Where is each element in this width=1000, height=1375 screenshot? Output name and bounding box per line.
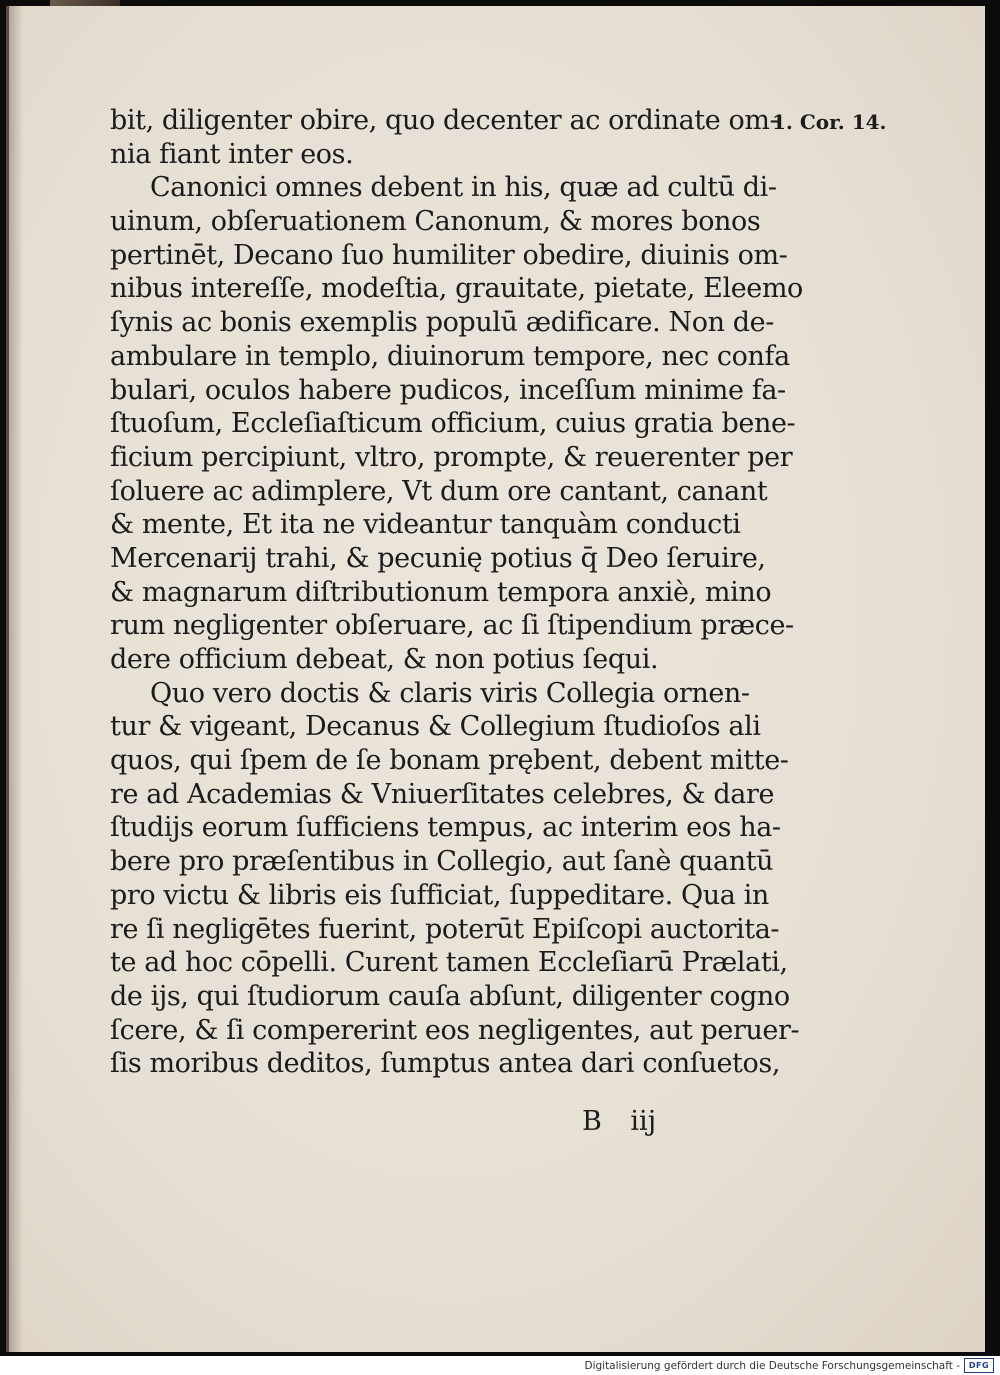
text-line: te ad hoc cōpelli. Curent tamen Eccleſiarū Prælati, — [110, 947, 788, 979]
text-line: dere officium debeat, & non potius ſequi. — [110, 644, 659, 675]
signature-mark: B iij — [582, 1106, 657, 1137]
text-line: tur & vigeant, Decanus & Collegium ſtudioſos ali — [110, 711, 761, 743]
text-line: re ad Academias & Vniuerſitates celebres, & dare — [110, 778, 775, 810]
text-line: pro victu & libris eis ſufficiat, ſuppeditare. Qua in — [110, 879, 769, 911]
text-line: re ſi negligētes fuerint, poterūt Epiſcopi auctorita- — [110, 913, 780, 945]
text-line: de ijs, qui ſtudiorum cauſa abſunt, diligenter cogno — [110, 980, 790, 1012]
text-line: ſtuoſum, Eccleſiaſticum officium, cuius gratia bene- — [110, 408, 796, 440]
paragraph-start-line: Canonici omnes debent in his, quæ ad cultū di- — [150, 172, 777, 204]
text-line: uinum, obſeruationem Canonum, & mores bonos — [110, 206, 761, 238]
marginal-note: 1. Cor. 14. — [772, 110, 887, 134]
body-text — [110, 104, 803, 1081]
text-line: ambulare in templo, diuinorum tempore, nec confa — [110, 340, 790, 372]
text-line: nibus intereſſe, modeſtia, grauitate, pietate, Eleemo — [110, 273, 803, 305]
text-line: rum negligenter obſeruare, ac ſi ſtipendium præce- — [110, 610, 794, 642]
dfg-logo-icon: DFG — [964, 1358, 994, 1373]
text-line: bulari, oculos habere pudicos, inceſſum minime fa- — [110, 374, 786, 406]
text-line: ſtudijs eorum ſufficiens tempus, ac interim eos ha- — [110, 812, 781, 844]
text-line: ſis moribus deditos, ſumptus antea dari conſuetos, — [110, 1048, 781, 1080]
text-line: nia fiant inter eos. — [110, 138, 354, 170]
text-line: Mercenarij trahi, & pecunię potius q̄ Deo ſeruire, — [110, 542, 766, 574]
paragraph-start-line: Quo vero doctis & claris viris Collegia ornen- — [150, 677, 750, 709]
text-line: pertinēt, Decano ſuo humiliter obedire, diuinis om- — [110, 239, 788, 271]
text-line: ficium percipiunt, vltro, prompte, & reuerenter per — [110, 441, 793, 473]
funding-notice: Digitalisierung gefördert durch die Deutsche Forschungsgemeinschaft - — [584, 1359, 960, 1372]
text-line: ſcere, & ſi compererint eos negligentes, aut peruer- — [110, 1014, 800, 1046]
text-line: bere pro præſentibus in Collegio, aut ſanè quantū — [110, 846, 774, 878]
text-line: bit, diligenter obire, quo decenter ac ordinate om- — [110, 105, 779, 136]
text-line: quos, qui ſpem de ſe bonam prębent, debent mitte- — [110, 745, 789, 777]
text-line: & magnarum diſtributionum tempora anxiè, mino — [110, 576, 772, 608]
text-line: ſoluere ac adimplere, Vt dum ore cantant, canant — [110, 475, 768, 507]
text-line: & mente, Et ita ne videantur tanquàm conducti — [110, 509, 741, 541]
footer-bar — [0, 1356, 1000, 1375]
text-line: ſynis ac bonis exemplis populū ædificare. Non de- — [110, 307, 774, 339]
